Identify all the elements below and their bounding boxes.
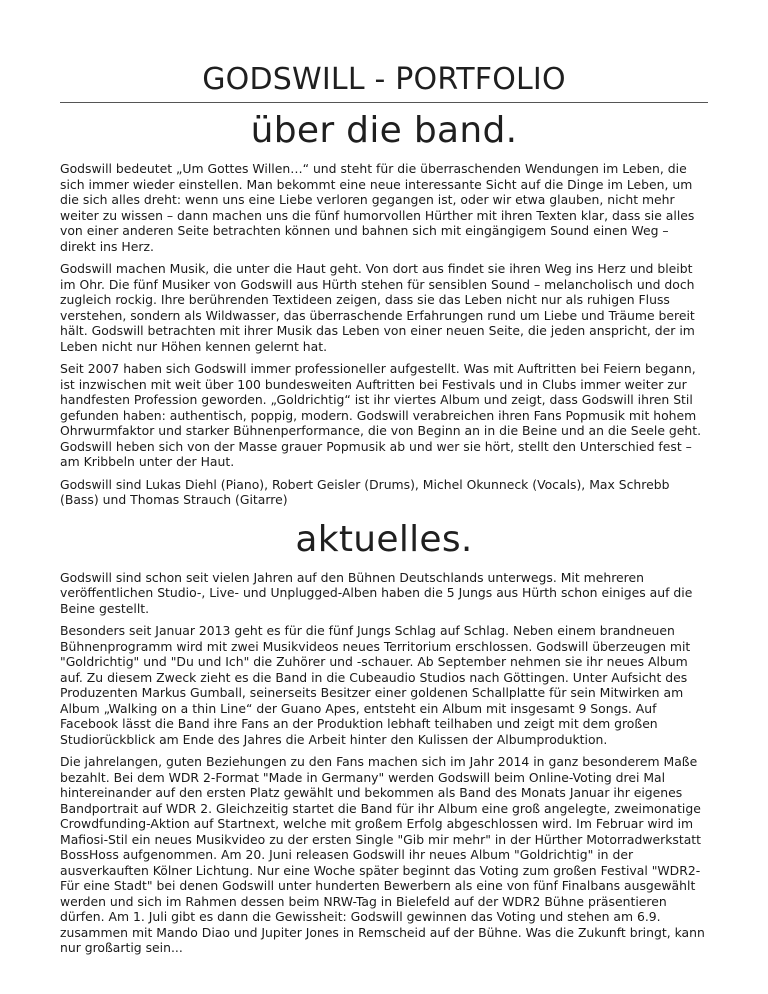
section-about-band <box>60 109 708 508</box>
document-page <box>60 0 708 963</box>
news-paragraph-1: Godswill sind schon seit vielen Jahren auf den Bühnen Deutschlands unterwegs. Mit mehreren veröffentlichen Studio-, Live- und Unplugged-Alben haben die 5 Jungs aus Hürth schon einiges auf die Beine gestellt. <box>60 569 693 616</box>
about-paragraph-3: Seit 2007 haben sich Godswill immer professioneller aufgestellt. Was mit Auftritten bei Feiern begann, ist inzwischen mit weit über 100 bundesweiten Auftritten bei Festivals und in Clubs immer weiter zur handfesten Profession geworden. „Goldrichtig“ ist ihr viertes Album und zeigt, dass Godswill ihren Stil gefunden haben: authentisch, poppig, modern. Godswill verabreichen ihren Fans Popmusik mit hohem Ohrwurmfaktor und starker Bühnenperformance, die von Beginn an in die Beine und an die Seele geht. Godswill heben sich von der Masse grauer Popmusik ab und wer sie hört, stellt den Unterschied fest – am Kribbeln unter der Haut. <box>60 361 702 469</box>
title-divider <box>60 102 708 103</box>
section-heading-about: über die band. <box>250 110 518 151</box>
document-title: GODSWILL - PORTFOLIO <box>202 62 566 97</box>
about-paragraph-1: Godswill bedeutet „Um Gottes Willen…“ und steht für die überraschenden Wendungen im Leben, die sich immer wieder einstellen. Man bekommt eine neue interessante Sicht auf die Dinge im Leben, um die sich alles dreht: wenn uns eine Liebe verloren gegangen ist, oder wir etwa glauben, nicht mehr weiter zu wissen – dann machen uns die fünf humorvollen Hürther mit ihren Texten klar, dass sie alles von einer anderen Seite betrachten können und bahnen sich mit eingängigem Sound einen Weg – direkt ins Herz. <box>60 161 695 254</box>
about-paragraph-2: Godswill machen Musik, die unter die Haut geht. Von dort aus findet sie ihren Weg ins Herz und bleibt im Ohr. Die fünf Musiker von Godswill aus Hürth stehen für sensiblen Sound – melancholisch und doch zugleich rockig. Ihre berührenden Textideen zeigen, dass sie das Leben nicht nur als ruhigen Fluss verstehen, sondern als Wildwasser, das überraschende Erfahrungen rund um Liebe und Träume bereit hält. Godswill betrachten mit ihrer Musik das Leben von einer neuen Seite, die jeden anspricht, der im Leben nicht nur Höhen kennen gelernt hat. <box>60 261 695 354</box>
news-paragraph-2: Besonders seit Januar 2013 geht es für die fünf Jungs Schlag auf Schlag. Neben einem brandneuen Bühnenprogramm wird mit zwei Musikvideos neues Territorium erschlossen. Godswill überzeugen mit "Goldrichtig" und "Du und Ich" die Zuhörer und -schauer. Ab September nehmen sie ihr neues Album auf. Zu diesem Zweck zieht es die Band in die Cubeaudio Studios nach Göttingen. Unter Aufsicht des Produzenten Markus Gumball, seinerseits Besitzer einer goldenen Schallplatte für sein Mitwirken am Album „Walking on a thin Line“ der Guano Apes, entsteht ein Album mit insgesamt 9 Songs. Auf Facebook lässt die Band ihre Fans an der Produktion lebhaft teilhaben und zeigt mit dem großen Studiorückblick am Ende des Jahres die Arbeit hinter den Kulissen der Albumproduktion. <box>60 623 691 747</box>
section-heading-news: aktuelles. <box>295 518 473 560</box>
section-news <box>60 518 708 956</box>
news-paragraph-3: Die jahrelangen, guten Beziehungen zu den Fans machen sich im Jahr 2014 in ganz besonderem Maße bezahlt. Bei dem WDR 2-Format "Made in Germany" werden Godswill beim Online-Voting drei Mal hintereinander auf den ersten Platz gewählt und bekommen als Band des Monats Januar ihr eigenes Bandportrait auf WDR 2. Gleichzeitig startet die Band für ihr Album eine groß angelegte, zweimonatige Crowdfunding-Aktion auf Startnext, welche mit großem Erfolg abgeschlossen wird. Im Februar wird im Mafiosi-Stil ein neues Musikvideo zu der ersten Single "Gib mir mehr" in der Hürther Motorradwerkstatt BossHoss aufgenommen. Am 20. Juni releasen Godswill ihr neues Album "Goldrichtig" in der ausverkauften Kölner Lichtung. Nur eine Woche später beginnt das Voting zum großen Festival "WDR2-Für eine Stadt" bei denen Godswill unter hunderten Bewerbern als eine von fünf Finalbans ausgewählt werden und sich im Rahmen dessen beim NRW-Tag in Bielefeld auf der WDR2 Bühne präsentieren dürfen. Am 1. Juli gibt es dann die Gewissheit: Godswill gewinnen das Voting und stehen am 6.9. zusammen mit Mando Diao und Jupiter Jones in Remscheid auf der Bühne. Was die Zukunft bringt, kann nur großartig sein... <box>60 754 705 955</box>
about-paragraph-members: Godswill sind Lukas Diehl (Piano), Robert Geisler (Drums), Michel Okunneck (Vocals), Max Schrebb (Bass) und Thomas Strauch (Gitarre) <box>60 476 670 507</box>
